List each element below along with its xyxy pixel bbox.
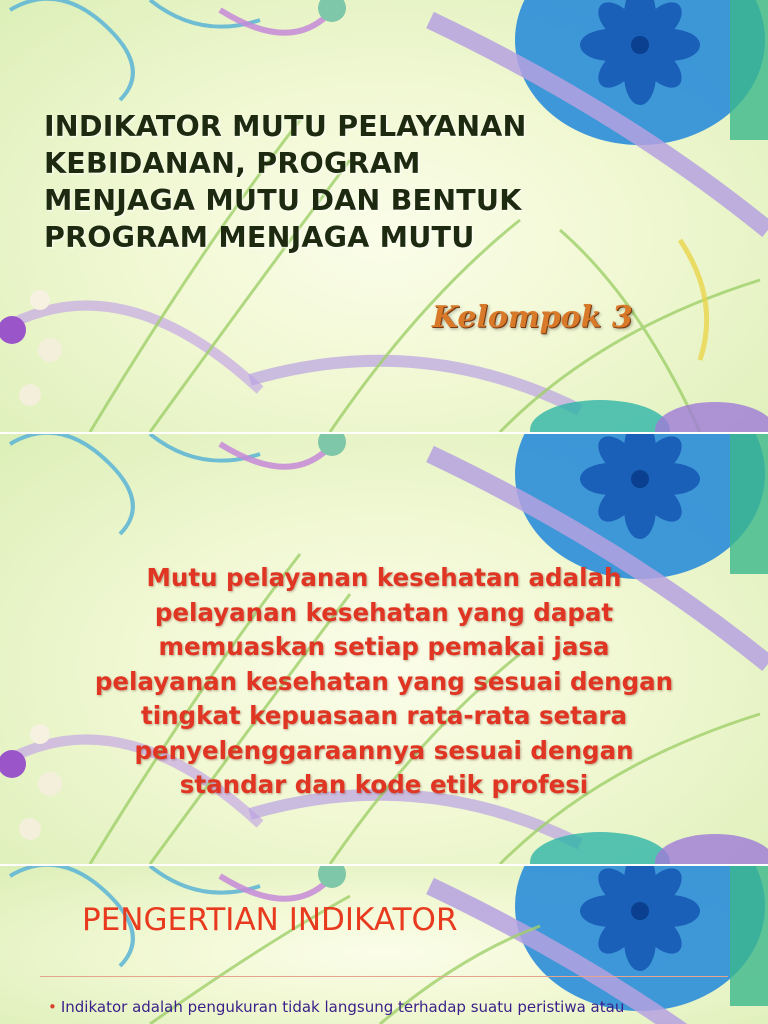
- bullet-icon: •: [48, 998, 57, 1016]
- section-heading: PENGERTIAN INDIKATOR: [82, 902, 458, 938]
- bullet-text: Indikator adalah pengukuran tidak langsung terhadap suatu peristiwa atau: [60, 998, 625, 1016]
- title-line: MENJAGA MUTU DAN BENTUK: [44, 184, 522, 217]
- heading-divider: [40, 976, 728, 977]
- quote-line: pelayanan kesehatan yang dapat: [154, 597, 614, 627]
- group-label: Kelompok 3: [432, 300, 633, 335]
- quote-line: memuaskan setiap pemakai jasa: [158, 632, 610, 661]
- slide-definition-quality[interactable]: [0, 434, 768, 864]
- quote-line: pelayanan kesehatan yang sesuai dengan: [94, 666, 674, 696]
- quote-line: tingkat kepuasaan rata-rata setara: [140, 701, 628, 730]
- title-line: KEBIDANAN, PROGRAM: [44, 147, 421, 180]
- quality-definition-text: [40, 561, 728, 803]
- slide-title[interactable]: [0, 0, 768, 432]
- title-line: PROGRAM MENJAGA MUTU: [44, 221, 475, 254]
- slide-title-heading: [44, 108, 564, 256]
- quote-line: standar dan kode etik profesi: [179, 770, 589, 799]
- quote-line: Mutu pelayanan kesehatan adalah: [146, 563, 622, 592]
- title-line: INDIKATOR MUTU PELAYANAN: [44, 110, 527, 143]
- bullet-item: [48, 998, 738, 1016]
- slide-indicator-definition[interactable]: [0, 866, 768, 1024]
- quote-line: penyelenggaraannya sesuai dengan: [134, 735, 634, 765]
